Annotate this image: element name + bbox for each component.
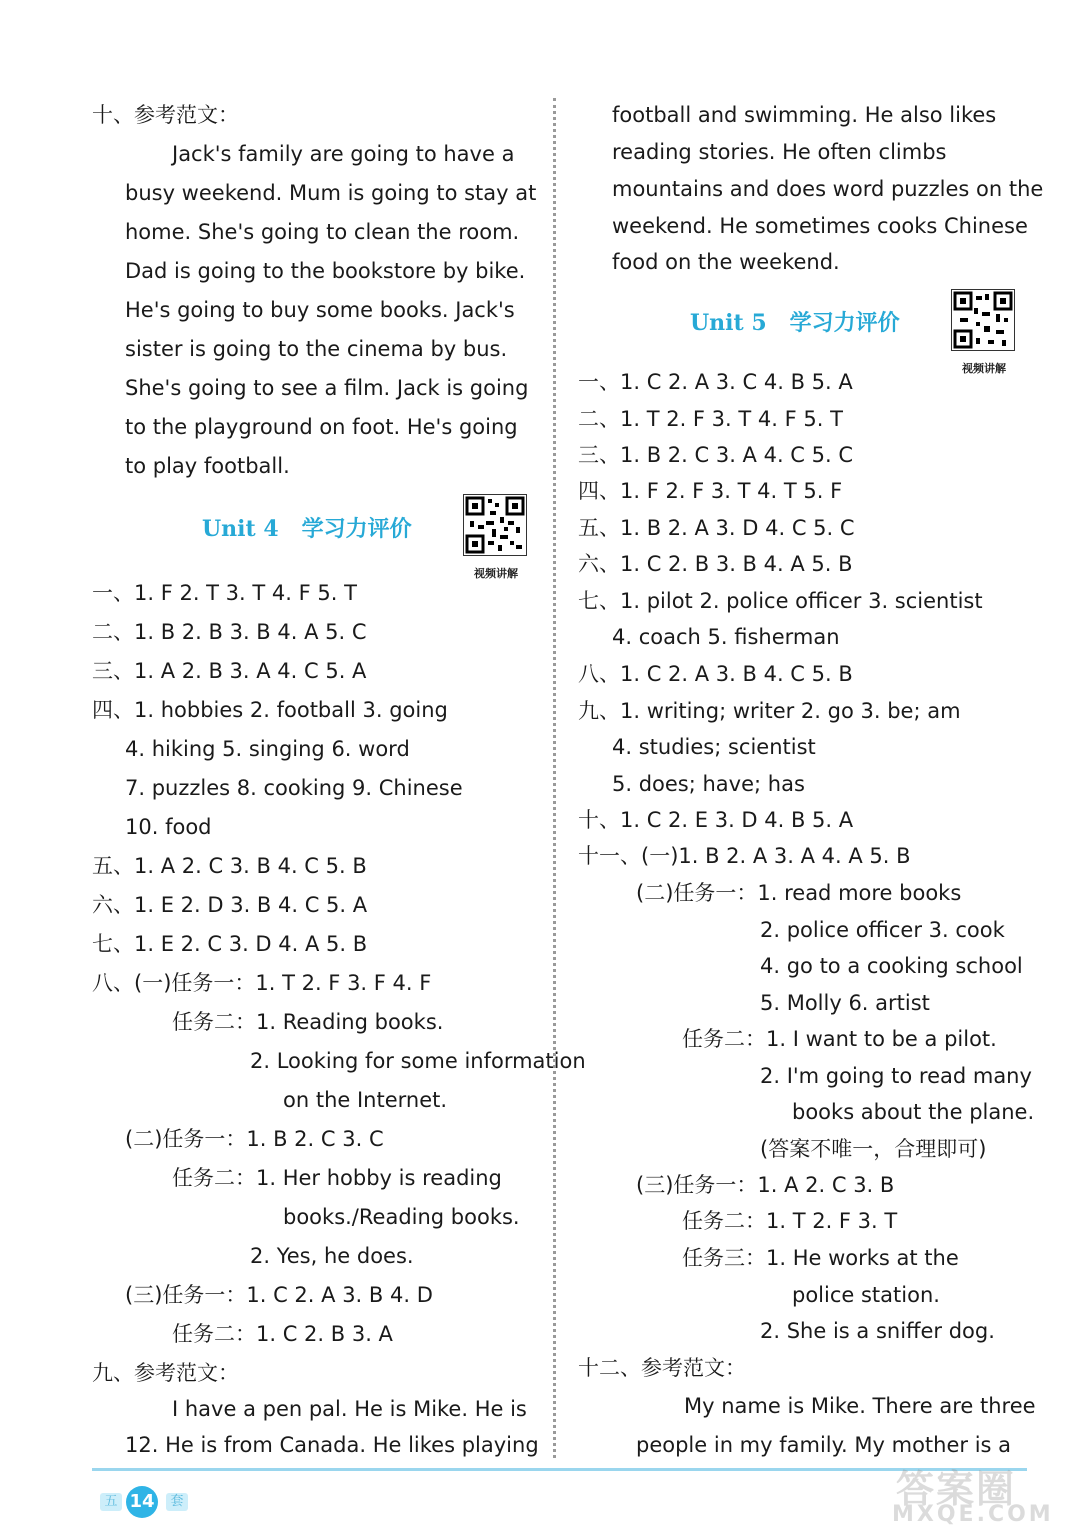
page-number: 14 [126, 1486, 158, 1518]
qr-caption: 视频讲解 [962, 362, 1006, 375]
answer-line: 2. I'm going to read many [760, 1064, 1032, 1088]
answer-line: 任务二：1. I want to be a pilot. [682, 1027, 997, 1051]
answer-line: 一、1. F 2. T 3. T 4. F 5. T [92, 581, 357, 605]
essay-line: reading stories. He often climbs [612, 140, 947, 164]
unit-5-heading [690, 306, 900, 337]
section-9-title: 九、参考范文： [92, 1361, 239, 1385]
essay-line: food on the weekend. [612, 250, 840, 274]
answer-line: on the Internet. [283, 1088, 448, 1112]
answer-line: 七、1. E 2. C 3. D 4. A 5. B [92, 932, 368, 956]
answer-line: 十一、(一)1. B 2. A 3. A 4. A 5. B [578, 844, 911, 868]
qr-pattern [952, 290, 1014, 350]
answer-line: police station. [792, 1283, 940, 1307]
answer-line: 4. go to a cooking school [760, 954, 1023, 978]
answer-line: 任务二：1. T 2. F 3. T [682, 1209, 898, 1233]
essay-line: people in my family. My mother is a [636, 1433, 1012, 1457]
essay-line: sister is going to the cinema by bus. [125, 337, 508, 361]
answer-line: 九、1. writing; writer 2. go 3. be; am [578, 699, 961, 723]
answer-line: 四、1. hobbies 2. football 3. going [92, 698, 448, 722]
answer-line: 7. puzzles 8. cooking 9. Chinese [125, 776, 463, 800]
answer-line: 2. police officer 3. cook [760, 918, 1005, 942]
answer-line: 七、1. pilot 2. police officer 3. scientist [578, 589, 983, 613]
answer-line: 二、1. T 2. F 3. T 4. F 5. T [578, 407, 843, 431]
watermark-url: MXQE.COM [892, 1502, 1054, 1527]
page-deco-left: 五 [100, 1493, 122, 1511]
column-divider [553, 98, 556, 1458]
page-deco-right: 套 [166, 1493, 188, 1511]
essay-line: busy weekend. Mum is going to stay at [125, 181, 537, 205]
answer-line: 五、1. A 2. C 3. B 4. C 5. B [92, 854, 367, 878]
essay-line: weekend. He sometimes cooks Chinese [612, 214, 1028, 238]
answer-line: 2. She is a sniffer dog. [760, 1319, 995, 1343]
answer-line: 任务二：1. Reading books. [172, 1010, 444, 1034]
answer-line: 4. hiking 5. singing 6. word [125, 737, 410, 761]
answer-line: 任务二：1. Her hobby is reading [172, 1166, 502, 1190]
answer-line: 一、1. C 2. A 3. C 4. B 5. A [578, 370, 853, 394]
answer-line: 八、(一)任务一：1. T 2. F 3. F 4. F [92, 971, 432, 995]
unit-5-subtitle: 学习力评价 [789, 311, 900, 336]
essay-line: mountains and does word puzzles on the [612, 177, 1044, 201]
answer-line: 六、1. C 2. B 3. B 4. A 5. B [578, 552, 853, 576]
qr-code-icon[interactable] [951, 289, 1015, 375]
essay-line: to the playground on foot. He's going [125, 415, 518, 439]
answer-line: books about the plane. [792, 1100, 1035, 1124]
answer-line: 八、1. C 2. A 3. B 4. C 5. B [578, 662, 853, 686]
answer-line: 5. Molly 6. artist [760, 991, 930, 1015]
footer-rule [92, 1468, 1027, 1471]
answer-line: 三、1. B 2. C 3. A 4. C 5. C [578, 443, 854, 467]
essay-line: Dad is going to the bookstore by bike. [125, 259, 526, 283]
watermark-logo-text: 答案圈 [896, 1467, 1017, 1511]
essay-line: to play football. [125, 454, 290, 478]
answer-line: 2. Looking for some information [250, 1049, 586, 1073]
unit-4-label: Unit 4 [202, 516, 279, 542]
essay-line: She's going to see a film. Jack is going [125, 376, 529, 400]
unit-4-heading [202, 512, 412, 543]
answer-line: 4. studies; scientist [612, 735, 816, 759]
essay-line: Jack's family are going to have a [172, 142, 515, 166]
answer-line: 二、1. B 2. B 3. B 4. A 5. C [92, 620, 367, 644]
section-12-title: 十二、参考范文： [578, 1356, 746, 1380]
answer-line: books./Reading books. [283, 1205, 520, 1229]
unit-5-label: Unit 5 [690, 310, 767, 336]
answer-line: 十、1. C 2. E 3. D 4. B 5. A [578, 808, 854, 832]
watermark [888, 1458, 1054, 1530]
essay-line: I have a pen pal. He is Mike. He is [172, 1397, 527, 1421]
answer-line: 4. coach 5. fisherman [612, 625, 840, 649]
unit-4-subtitle: 学习力评价 [301, 517, 412, 542]
answer-line: 六、1. E 2. D 3. B 4. C 5. A [92, 893, 368, 917]
essay-line: home. She's going to clean the room. [125, 220, 520, 244]
essay-line: My name is Mike. There are three [684, 1394, 1036, 1418]
qr-caption: 视频讲解 [474, 567, 518, 580]
answer-line: 三、1. A 2. B 3. A 4. C 5. A [92, 659, 367, 683]
answer-line: (二)任务一：1. B 2. C 3. C [125, 1127, 384, 1151]
qr-code-icon[interactable] [463, 494, 527, 580]
qr-pattern [464, 495, 526, 555]
answer-line: 四、1. F 2. F 3. T 4. T 5. F [578, 479, 843, 503]
answer-line: 任务二：1. C 2. B 3. A [172, 1322, 393, 1346]
essay-line: He's going to buy some books. Jack's [125, 298, 515, 322]
answer-line: 10. food [125, 815, 212, 839]
answer-line: 任务三：1. He works at the [682, 1246, 959, 1270]
answer-line: (二)任务一：1. read more books [636, 881, 962, 905]
answer-line: (三)任务一：1. C 2. A 3. B 4. D [125, 1283, 433, 1307]
answer-note: (答案不唯一，合理即可) [760, 1137, 987, 1161]
essay-line: football and swimming. He also likes [612, 103, 997, 127]
answer-line: 5. does; have; has [612, 772, 805, 796]
answer-line: 2. Yes, he does. [250, 1244, 414, 1268]
section-10-title: 十、参考范文： [92, 103, 239, 127]
answer-line: 五、1. B 2. A 3. D 4. C 5. C [578, 516, 855, 540]
essay-line: 12. He is from Canada. He likes playing [125, 1433, 539, 1457]
answer-line: (三)任务一：1. A 2. C 3. B [636, 1173, 895, 1197]
